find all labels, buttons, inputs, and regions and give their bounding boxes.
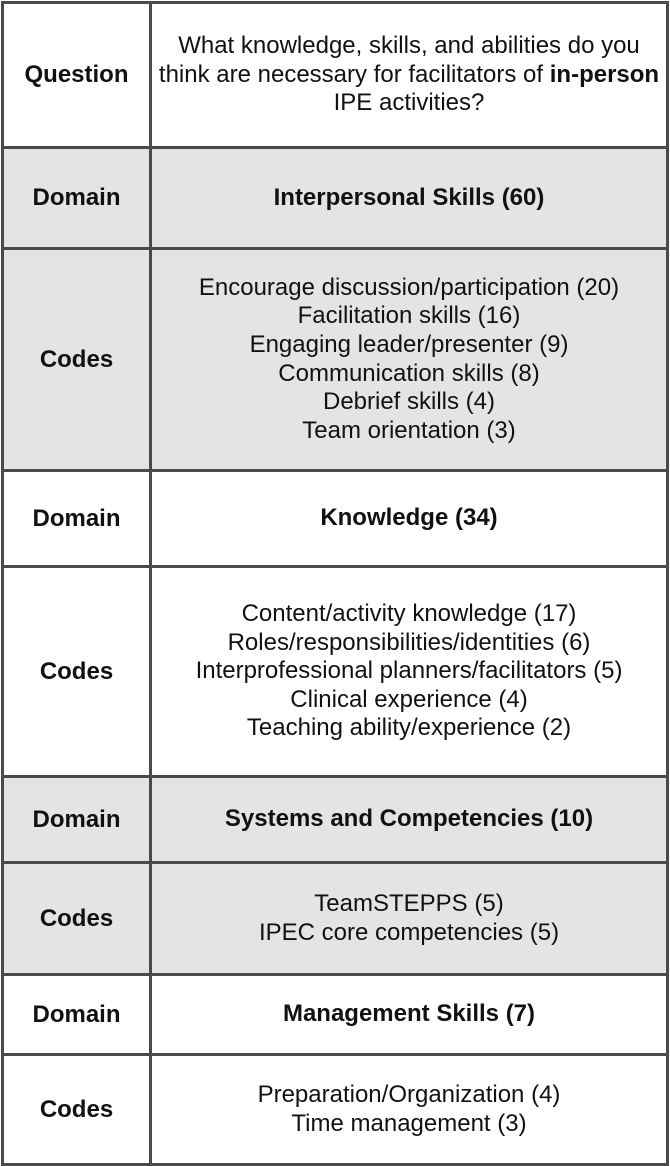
domain-row [3, 975, 668, 1055]
codes-list [151, 1055, 668, 1165]
domain-title: Systems and Competencies (10) [151, 777, 668, 863]
code-item: Time management (3) [291, 1109, 527, 1137]
code-item: Engaging leader/presenter (9) [249, 330, 569, 358]
codes-label: Codes [3, 863, 151, 975]
code-item: Content/activity knowledge (17) [241, 600, 577, 628]
codes-row [3, 863, 668, 975]
code-item: Roles/responsibilities/identities (6) [227, 628, 591, 656]
domain-title: Interpersonal Skills (60) [151, 148, 668, 249]
codes-list [151, 567, 668, 777]
code-item: Encourage discussion/participation (20) [198, 273, 620, 301]
domain-label: Domain [3, 471, 151, 567]
domain-title: Knowledge (34) [151, 471, 668, 567]
codes-label: Codes [3, 249, 151, 471]
domain-label: Domain [3, 148, 151, 249]
code-item: Facilitation skills (16) [297, 302, 521, 330]
question-text [151, 3, 668, 148]
code-item: Interprofessional planners/facilitators (5) [195, 657, 623, 685]
code-item: TeamSTEPPS (5) [314, 889, 504, 917]
code-item: Clinical experience (4) [290, 685, 528, 713]
codes-row [3, 249, 668, 471]
question-row [3, 3, 668, 148]
codes-row [3, 1055, 668, 1165]
domain-row [3, 471, 668, 567]
codes-label: Codes [3, 567, 151, 777]
question-text-after: IPE activities? [333, 89, 485, 117]
domain-row [3, 148, 668, 249]
code-item: Team orientation (3) [302, 416, 516, 444]
question-label: Question [3, 3, 151, 148]
domain-row [3, 777, 668, 863]
codes-label: Codes [3, 1055, 151, 1165]
domain-label: Domain [3, 777, 151, 863]
code-item: Communication skills (8) [278, 359, 540, 387]
domain-label: Domain [3, 975, 151, 1055]
domain-title: Management Skills (7) [151, 975, 668, 1055]
codes-list [151, 249, 668, 471]
question-text-before: What knowledge, skills, and abilities do you think are necessary for facilitators of [158, 32, 640, 88]
survey-codes-table [1, 1, 669, 1166]
code-item: Debrief skills (4) [322, 388, 496, 416]
codes-list [151, 863, 668, 975]
question-text-emphasis: in-person [549, 60, 660, 88]
code-item: Preparation/Organization (4) [257, 1080, 561, 1108]
code-item: IPEC core competencies (5) [258, 918, 560, 946]
codes-row [3, 567, 668, 777]
code-item: Teaching ability/experience (2) [246, 714, 572, 742]
